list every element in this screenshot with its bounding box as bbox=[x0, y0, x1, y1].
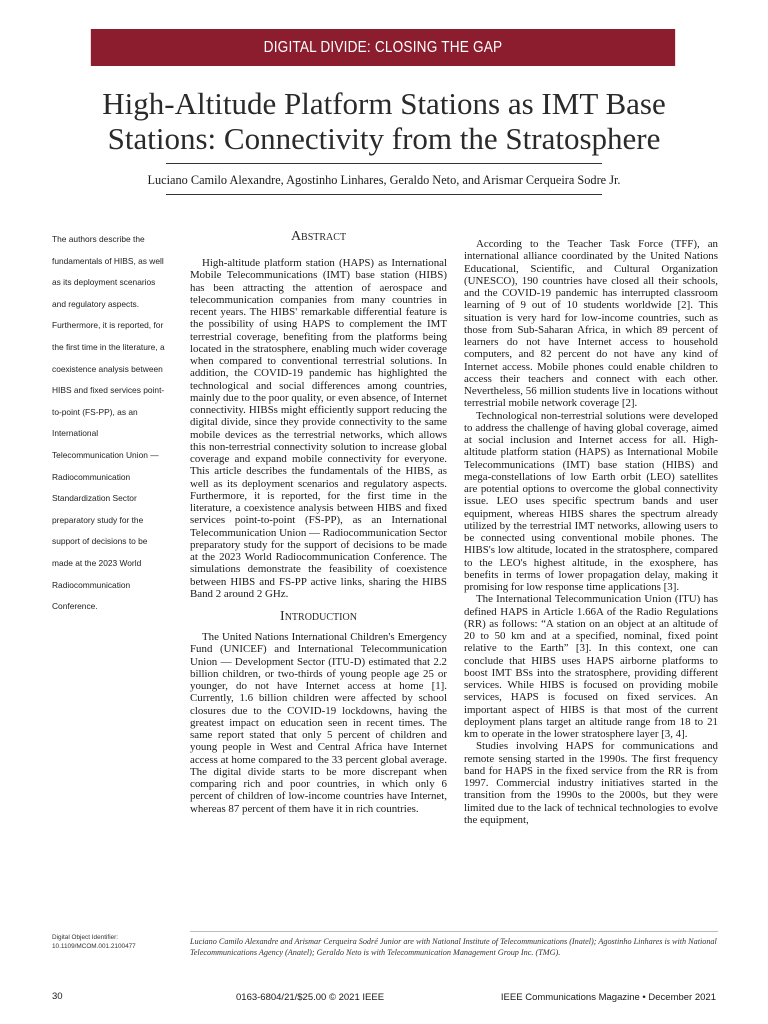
page-number: 30 bbox=[52, 991, 63, 1002]
article-title bbox=[30, 86, 738, 156]
column-left bbox=[190, 228, 447, 815]
section-banner: DIGITAL DIVIDE: CLOSING THE GAP bbox=[91, 29, 675, 66]
paragraph: Studies involving HAPS for communications and remote sensing started in the 1990s. The first frequency band for HAPS in the fixed service from the RR is from 1997. Commercial industry initiatives started in the transition from the 1990s to the 2000s, but they were limited due to the lack of technical technologies to evolve the equipment, bbox=[464, 740, 718, 826]
author-affiliations-footnote: Luciano Camilo Alexandre and Arismar Cerqueira Sodré Junior are with National Institute of Telecommunications (Inatel); Agostinho Linhares is with National Telecommunications Agency (Anatel); Geraldo Neto is with Telecommunication Management Group Inc. (TMG). bbox=[190, 937, 717, 957]
column-right bbox=[464, 238, 718, 826]
footnote-rule bbox=[190, 931, 718, 932]
introduction-text: The United Nations International Children's Emergency Fund (UNICEF) and International Telecommunication Union — Development Sector (ITU-D) estimated that 2.2 billion children, or two-thirds of young people age 25 or younger, do not have Internet access at home [1]. Currently, 1.6 billion children were affected by school closures due to the COVID-19 lockdowns, having the greatest impact on education seen in recent times. The same report stated that only 5 percent of children and young people in West and Central Africa have Internet access at home compared to the 33 percent global average. The digital divide starts to be more discrepant when comparing rich and poor countries, in which only 6 percent of children of low-income countries have Internet, whereas 87 percent of them have it in rich countries. bbox=[190, 631, 447, 815]
abstract-text: High-altitude platform station (HAPS) as International Mobile Telecommunications (IMT) base station (HIBS) has been attracting the attention of aerospace and telecommunication companies from many countries in recent years. The HIBS' remarkable differential feature is the possibility of using HAPS to complement the IMT terrestrial coverage, benefiting from the platforms being located in the stratosphere, enabling much wider coverage when compared to conventional terrestrial solutions. In addition, the COVID-19 pandemic has highlighted the technological and social differences among countries, mainly due to the poor quality, or even absence, of Internet connectivity. HIBSs might efficiently support reducing the digital divide, since they provide connectivity to the same mobile devices as the terrestrial networks, which allows this non-terrestrial connectivity solution to increase global coverage and expand mobile connectivity for everyone. This article describes the fundamentals of the HIBS, as well as its deployment scenarios and regulatory aspects. Furthermore, it is reported, for the first time in the literature, a coexistence analysis between HIBS and fixed services point-to-point (FS-PP), as an International Telecommunication Union — Radiocommunication Sector preparatory study for the support of decisions to be made at the 2023 World Radiocommunication Conference. The simulations demonstrate the feasibility of coexistence between HIBS and FS-PP active links, sharing the HIBS Band 2 around 2 GHz. bbox=[190, 257, 447, 600]
author-list: Luciano Camilo Alexandre, Agostinho Linhares, Geraldo Neto, and Arismar Cerqueira Sodre Jr. bbox=[147, 173, 621, 187]
title-rule-top bbox=[166, 163, 602, 164]
paragraph: The International Telecommunication Union (ITU) has defined HAPS in Article 1.66A of the Radio Regulations (RR) as follows: “A station on an object at an altitude of 20 to 50 km and at a specified, nominal, fixed point relative to the Earth” [3]. In this context, one can conclude that HIBS uses HAPS airborne platforms to boost IMT BSs into the stratosphere, providing different services. While HIBS is focused on providing mobile services, HAPS is focused on fixed services. An important aspect of HIBS is that most of the current deployment plans target an altitude range from 18 to 21 km to operate in the lower stratosphere layer [3, 4]. bbox=[464, 593, 718, 740]
paragraph: Technological non-terrestrial solutions were developed to address the challenge of having global coverage, aimed at social inclusion and Internet access for all. High-altitude platform station (HAPS) as International Mobile Telecommunications (IMT) base station (HIBS) and mega-constellations of low Earth orbit (LEO) satellites are potential options to overcome the global connectivity issue. LEO uses specific spectrum bands and user equipment, whereas HIBS shares the spectrum already utilized by the terrestrial IMT networks, allowing users to be connected using conventional mobile phones. The HIBS's low altitude, located in the stratosphere, compared to the LEO's highest altitude, in the exosphere, has benefits in terms of lower propagation delay, making it promising for low response time applications [3]. bbox=[464, 409, 718, 593]
paragraph: According to the Teacher Task Force (TFF), an international alliance coordinated by the United Nations Educational, Scientific, and Cultural Organization (UNESCO), 190 countries have closed all their schools, and the COVID-19 pandemic has interrupted classroom learning of 9 out of 10 students worldwide [2]. This situation is very hard for low-income countries, such as those from Sub-Saharan Africa, in which 89 percent of learners do not have Internet access to household computers, and 82 percent do not have any kind of Internet access. Mobile phones could enable children to access their teachers and connect with each other. Nevertheless, 56 million students live in locations without terrestrial mobile network coverage [2]. bbox=[464, 238, 718, 410]
doi-label: Digital Object Identifier: 10.1109/MCOM.001.2100477 bbox=[52, 934, 136, 950]
issn-copyright: 0163-6804/21/$25.00 © 2021 IEEE bbox=[236, 992, 385, 1003]
journal-footer: IEEE Communications Magazine • December 2021 bbox=[500, 992, 716, 1003]
abstract-heading: Abstract bbox=[290, 229, 347, 244]
title-line-1: High-Altitude Platform Stations as IMT Base bbox=[102, 86, 666, 121]
title-rule-bottom bbox=[166, 194, 602, 195]
sidebar-summary: The authors describe the fundamentals of HIBS, as well as its deployment scenarios and regulatory aspects. Furthermore, it is reported, for the first time in the literature, a coexistence analysis between HIBS and fixed services point-to-point (FS-PP), as an International Telecommunication Union — Radiocommunication Standardization Sector preparatory study for the support of decisions to be made at the 2023 World Radiocommunication Conference. bbox=[52, 234, 165, 612]
title-line-2: Stations: Connectivity from the Stratosphere bbox=[107, 121, 661, 156]
introduction-heading: Introduction bbox=[280, 609, 357, 624]
